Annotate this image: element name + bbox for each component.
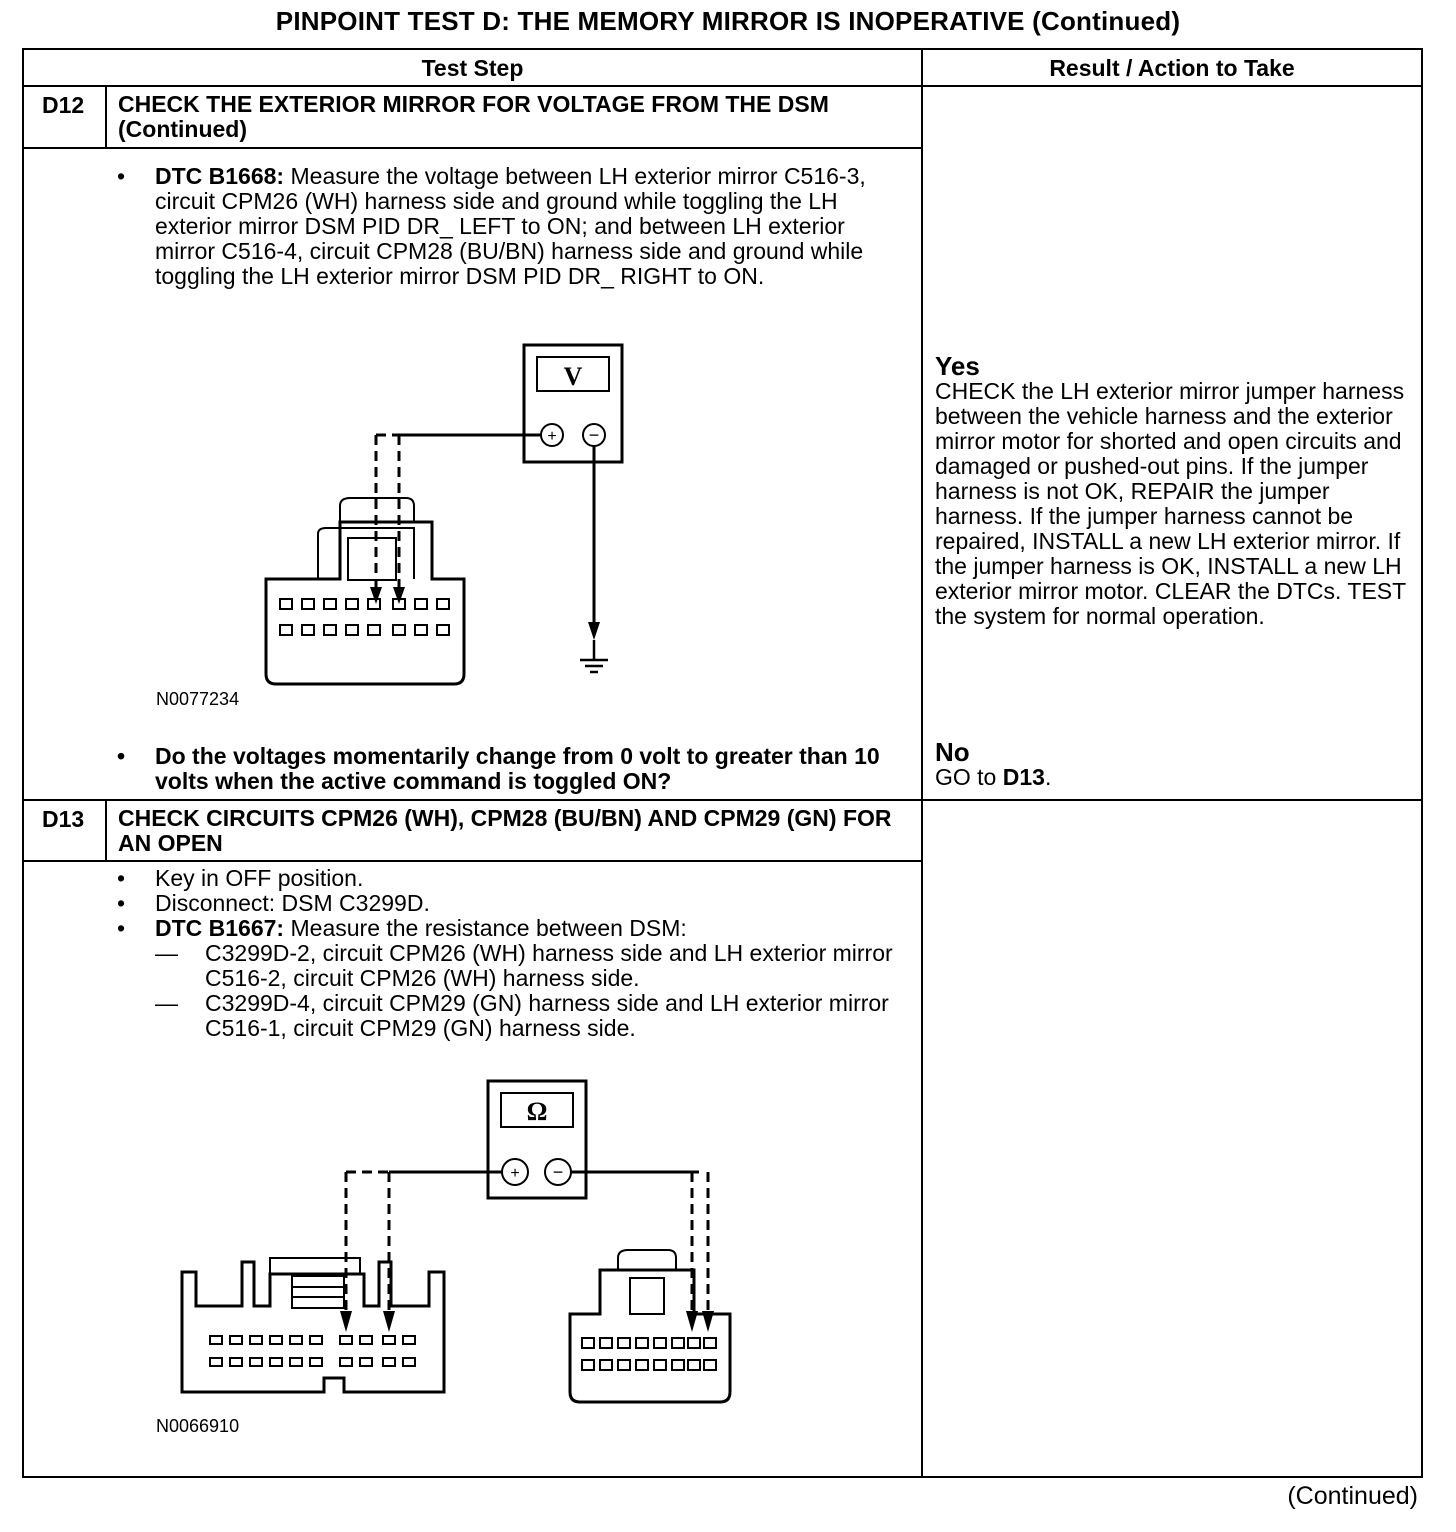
- question-item: • Do the voltages momentarily change from 0 volt to greater than 10 volts when the active command is toggled ON?: [117, 744, 897, 794]
- step-title-divider: [24, 147, 921, 149]
- instruction-item: • Disconnect: DSM C3299D.: [117, 891, 907, 916]
- figure-id: N0066910: [156, 1416, 240, 1436]
- step-title: CHECK CIRCUITS CPM26 (WH), CPM28 (BU/BN) AND CPM29 (GN) FOR AN OPEN: [118, 805, 892, 856]
- dtc-label: DTC B1668:: [155, 163, 285, 189]
- result-text: CHECK the LH exterior mirror jumper harness between the vehicle harness and the exterior mirror motor for shorted and open circuits and damaged or pushed-out pins. If the jumper harness is not OK, REPAIR the jumper harness. If the jumper harness cannot be repaired, INSTALL a new LH exterior mirror. If the jumper harness is OK, INSTALL a new LH exterior mirror motor. CLEAR the DTCs. TEST the system for normal operation.: [935, 378, 1406, 629]
- svg-text:+: +: [547, 428, 557, 445]
- sub-instruction-item: — C3299D-2, circuit CPM26 (WH) harness side and LH exterior mirror C516-2, circuit CPM26 (WH) harness side.: [155, 940, 893, 991]
- step-question: [117, 744, 897, 794]
- column-header-result-action: Result / Action to Take: [1049, 55, 1295, 81]
- mirror-connector-icon: [570, 1270, 730, 1402]
- column-header-test-step: Test Step: [421, 55, 524, 81]
- dtc-label: DTC B1667:: [155, 915, 285, 941]
- instruction-item: • DTC B1667: Measure the resistance between DSM:: [117, 916, 907, 941]
- step-id-divider: [105, 87, 107, 148]
- meter-symbol: Ω: [526, 1097, 548, 1126]
- result-label: No: [935, 737, 970, 767]
- sub-instruction-item: — C3299D-4, circuit CPM29 (GN) harness side and LH exterior mirror C516-1, circuit CPM29 (GN) harness side.: [155, 990, 889, 1041]
- step-id: D12: [42, 92, 85, 118]
- goto-step-link[interactable]: D13: [1002, 764, 1045, 790]
- row-divider: [24, 799, 1421, 801]
- step-instructions: [117, 164, 887, 289]
- result-text: GO to D13.: [935, 764, 1052, 790]
- ohmmeter-connectors-diagram: [174, 1076, 734, 1406]
- instruction-item: • Key in OFF position.: [117, 866, 907, 891]
- page-title: PINPOINT TEST D: THE MEMORY MIRROR IS INOPERATIVE (Continued): [275, 6, 1181, 36]
- result-yes: [935, 351, 1415, 629]
- svg-text:+: +: [510, 1165, 520, 1182]
- pinpoint-test-table: [22, 48, 1423, 1478]
- svg-text:−: −: [552, 1162, 564, 1182]
- step-title: CHECK THE EXTERIOR MIRROR FOR VOLTAGE FROM THE DSM (Continued): [118, 91, 829, 142]
- svg-text:−: −: [588, 425, 600, 445]
- step-title-divider: [24, 860, 921, 862]
- step-instructions: [117, 866, 907, 1041]
- column-divider: [921, 50, 923, 1476]
- voltmeter-connector-diagram: [254, 342, 634, 692]
- header-divider: [24, 85, 1421, 87]
- instruction-item: [117, 164, 887, 289]
- figure-id: N0077234: [156, 689, 240, 709]
- instruction-text: Measure the voltage between LH exterior mirror C516-3, circuit CPM26 (WH) harness side and ground while toggling the LH exterior mirror DSM PID DR_ LEFT to ON; and between LH exterior mirror C516-4, circuit CPM28 (BU/BN) harness side and ground while toggling the LH exterior mirror DSM PID DR_ RIGHT to ON.: [155, 163, 866, 289]
- mirror-connector-icon: [266, 522, 464, 684]
- dsm-connector-icon: [182, 1262, 444, 1392]
- result-label: Yes: [935, 351, 980, 381]
- step-id: D13: [42, 806, 85, 832]
- meter-symbol: V: [563, 362, 583, 391]
- step-id-divider: [105, 801, 107, 862]
- continued-note: (Continued): [1287, 1482, 1418, 1510]
- result-no: [935, 737, 1415, 790]
